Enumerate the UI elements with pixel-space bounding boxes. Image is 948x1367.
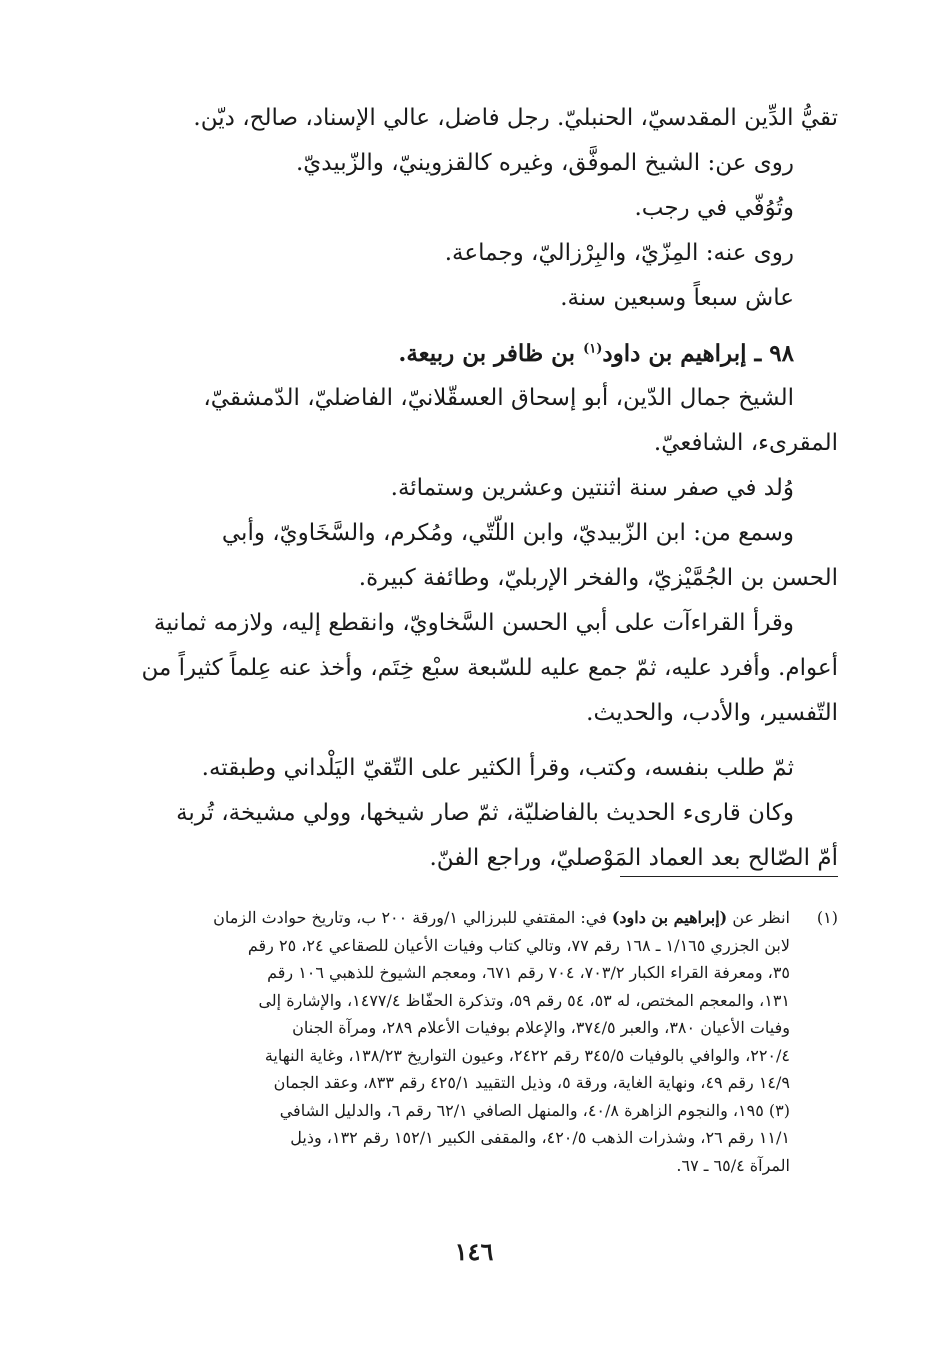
footnote-prefix: انظر عن bbox=[727, 908, 790, 927]
footnote-reference[interactable]: (١) bbox=[583, 341, 603, 357]
entry-dash: ـ bbox=[746, 340, 770, 367]
footnote-line: ١٤/٩ رقم ٤٩، ونهاية الغاية، ورقة ٥، وذيل التقييد ٤٢٥/١ رقم ٨٣٣، وعقد الجمان bbox=[273, 1073, 790, 1092]
footnote-line: ٢٢٠/٤، والوافي بالوفيات ٣٤٥/٥ رقم ٢٤٢٢، وعيون التواريخ ١٣٨/٢٣، وغاية النهاية bbox=[264, 1045, 790, 1065]
entry-heading bbox=[110, 331, 838, 376]
text-line: ثمّ طلب بنفسه، وكتب، وقرأ الكثير على التّقيّ اليَلْداني وطبقته. bbox=[201, 755, 794, 781]
text-line: التّفسير، والأدب، والحديث. bbox=[586, 700, 838, 726]
text-line: الحسن بن الجُمَّيْزيّ، والفخر الإربليّ، وطائفة كبيرة. bbox=[358, 565, 838, 591]
footnote-line: ٣٥، ومعرفة القراء الكبار ٧٠٣/٢، ٧٠٤ رقم ٦٧١، ومعجم الشيوخ للذهبي ١٠٦ رقم bbox=[267, 963, 790, 982]
footnote-line bbox=[110, 904, 790, 932]
main-text-block bbox=[110, 96, 838, 881]
text-line: وقرأ القراءآت على أبي الحسن السَّخاويّ، وانقطع إليه، ولازمه ثمانية bbox=[153, 610, 794, 636]
text-line: تقيُّ الدِّين المقدسيّ، الحنبليّ. رجل فاضل، عالي الإسناد، صالح، ديّن. bbox=[193, 105, 838, 131]
footnote-marker: (١) bbox=[816, 908, 838, 927]
text-line: وسمع من: ابن الزّبيديّ، وابن اللّتّي، ومُكرم، والسَّخَاويّ، وأبي bbox=[221, 520, 794, 546]
footnote-line: لابن الجزري ١/١٦٥ ـ ١٦٨ رقم ٧٧، وتالي كتاب وفيات الأعيان للصقاعي ٢٤، ٢٥ رقم bbox=[247, 935, 790, 955]
text-line: عاش سبعاً وسبعين سنة. bbox=[560, 285, 794, 311]
footnote bbox=[110, 904, 838, 1179]
text-line: الشيخ جمال الدّين، أبو إسحاق العسقّلانيّ، الفاضليّ، الدّمشقيّ، bbox=[203, 385, 794, 411]
page-number: ١٤٦ bbox=[454, 1237, 494, 1266]
text-line: روى عن: الشيخ الموفَّق، وغيره كالقزوينيّ، والزّبيديّ. bbox=[295, 150, 794, 176]
text-line: وُلد في صفر سنة اثنتين وعشرين وستمائة. bbox=[390, 475, 794, 501]
footnote-body bbox=[110, 904, 790, 1179]
text-line: وتُوُفّي في رجب. bbox=[634, 195, 794, 221]
entry-number: ٩٨ bbox=[769, 340, 794, 367]
footnote-text: في: المقتفي للبرزالي ١/ورقة ٢٠٠ ب، وتاريخ حوادث الزمان bbox=[213, 908, 612, 927]
footnote-line: (٣) ١٩٥، والنجوم الزاهرة ٤٠/٨، والمنهل الصافي ٦٢/١ رقم ٦، والدليل الشافي bbox=[279, 1100, 790, 1120]
footnote-line: المرآة ٦٥/٤ ـ ٦٧. bbox=[676, 1155, 790, 1175]
footnotes-block bbox=[110, 904, 838, 1179]
footnote-line: وفيات الأعيان ٣٨٠، والعبر ٣٧٤/٥، والإعلام بوفيات الأعلام ٢٨٩، ومرآة الجنان bbox=[292, 1018, 790, 1037]
footnote-line: ١٣١، والمعجم المختص، له ٥٣، ٥٤ رقم ٥٩، وتذكرة الحفّاظ ١٤٧٧/٤، والإشارة إلى bbox=[258, 990, 790, 1010]
entry-name-continued: بن ظافر بن ربيعة. bbox=[398, 340, 584, 367]
footnote-separator bbox=[620, 876, 838, 877]
entry-name: إبراهيم بن داود bbox=[602, 340, 747, 367]
text-line: وكان قارىء الحديث بالفاضليّة، ثمّ صار شيخها، وولي مشيخة، تُربة bbox=[176, 800, 794, 826]
footnote-subject: (إبراهيم بن داود) bbox=[611, 908, 728, 927]
text-line: روى عنه: المِزّيّ، والبِرْزاليّ، وجماعة. bbox=[444, 240, 794, 266]
footnote-line: ١١/١ رقم ٢٦، وشذرات الذهب ٤٢٠/٥، والمقفى الكبير ١٥٢/١ رقم ١٣٢، وذيل bbox=[290, 1128, 790, 1147]
text-line: المقرىء، الشافعيّ. bbox=[653, 430, 838, 456]
text-line: أعوام. وأفرد عليه، ثمّ جمع عليه للسّبعة سبْع خِتَم، وأخذ عنه عِلماً كثيراً من bbox=[141, 655, 838, 681]
text-line: أمّ الصّالح بعد العماد المَوْصليّ، وراجع الفنّ. bbox=[429, 845, 838, 871]
